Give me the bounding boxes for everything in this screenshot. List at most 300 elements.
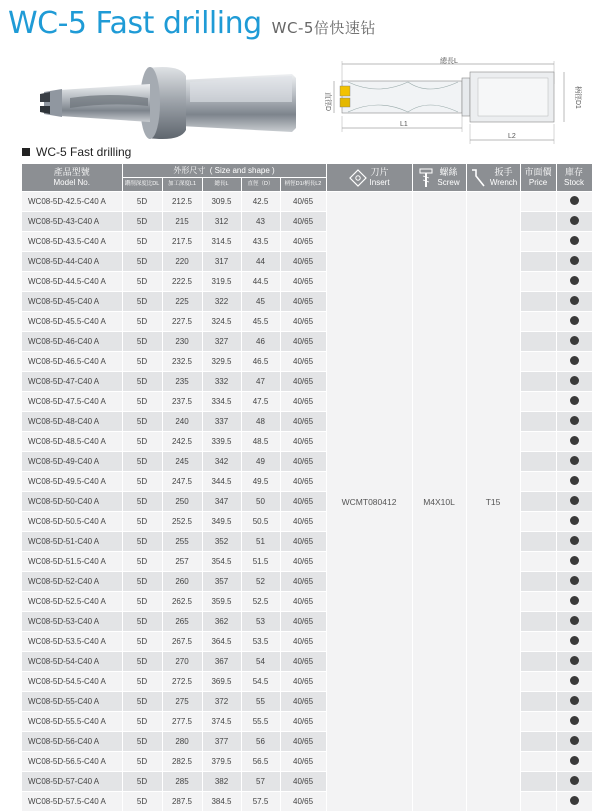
wrench-icon — [469, 168, 487, 188]
header-price-en: Price — [528, 178, 548, 187]
shank-cell: 40/65 — [280, 572, 326, 592]
header-d: 直徑（D） — [241, 178, 280, 192]
page-title — [8, 0, 376, 44]
diameter-cell: 44 — [241, 252, 280, 272]
title-sub: WC-5倍快速钻 — [271, 19, 376, 37]
model-cell: WC08-5D-47-C40 A — [22, 372, 122, 392]
stock-cell — [556, 512, 592, 532]
price-cell — [520, 372, 556, 392]
stock-cell — [556, 652, 592, 672]
price-cell — [520, 412, 556, 432]
header-l1: 加工深度L1 — [162, 178, 202, 192]
length-cell: 319.5 — [202, 272, 241, 292]
length-cell: 374.5 — [202, 712, 241, 732]
shank-cell: 40/65 — [280, 312, 326, 332]
stock-dot-icon — [570, 536, 579, 545]
l1-cell: 220 — [162, 252, 202, 272]
shank-cell: 40/65 — [280, 432, 326, 452]
stock-cell — [556, 392, 592, 412]
diameter-cell: 49 — [241, 452, 280, 472]
diameter-cell: 45.5 — [241, 312, 280, 332]
price-cell — [520, 332, 556, 352]
stock-cell — [556, 592, 592, 612]
model-cell: WC08-5D-48-C40 A — [22, 412, 122, 432]
price-cell — [520, 552, 556, 572]
model-cell: WC08-5D-43.5-C40 A — [22, 232, 122, 252]
price-cell — [520, 232, 556, 252]
stock-dot-icon — [570, 756, 579, 765]
stock-dot-icon — [570, 796, 579, 805]
l1-cell: 277.5 — [162, 712, 202, 732]
stock-cell — [556, 772, 592, 792]
dl-cell: 5D — [122, 432, 162, 452]
diameter-cell: 51.5 — [241, 552, 280, 572]
dl-cell: 5D — [122, 712, 162, 732]
length-cell: 329.5 — [202, 352, 241, 372]
stock-cell — [556, 612, 592, 632]
l1-cell: 255 — [162, 532, 202, 552]
shank-cell: 40/65 — [280, 252, 326, 272]
model-cell: WC08-5D-47.5-C40 A — [22, 392, 122, 412]
diameter-cell: 45 — [241, 292, 280, 312]
price-cell — [520, 192, 556, 212]
model-cell: WC08-5D-50-C40 A — [22, 492, 122, 512]
header-size-en: ( Size and shape ) — [209, 166, 275, 175]
title-main: WC-5 Fast drilling — [8, 6, 262, 41]
dl-cell: 5D — [122, 732, 162, 752]
l1-cell: 240 — [162, 412, 202, 432]
dl-cell: 5D — [122, 392, 162, 412]
stock-cell — [556, 632, 592, 652]
dim-l2-label: L2 — [508, 133, 516, 140]
shank-cell: 40/65 — [280, 352, 326, 372]
model-cell: WC08-5D-49-C40 A — [22, 452, 122, 472]
stock-cell — [556, 352, 592, 372]
shank-cell: 40/65 — [280, 712, 326, 732]
model-cell: WC08-5D-51-C40 A — [22, 532, 122, 552]
stock-cell — [556, 572, 592, 592]
stock-dot-icon — [570, 416, 579, 425]
l1-cell: 225 — [162, 292, 202, 312]
length-cell: 332 — [202, 372, 241, 392]
price-cell — [520, 492, 556, 512]
stock-dot-icon — [570, 616, 579, 625]
diameter-cell: 44.5 — [241, 272, 280, 292]
dl-cell: 5D — [122, 532, 162, 552]
shank-cell: 40/65 — [280, 212, 326, 232]
stock-cell — [556, 432, 592, 452]
length-cell: 354.5 — [202, 552, 241, 572]
shank-cell: 40/65 — [280, 732, 326, 752]
length-cell: 342 — [202, 452, 241, 472]
dl-cell: 5D — [122, 772, 162, 792]
stock-dot-icon — [570, 396, 579, 405]
diameter-cell: 46 — [241, 332, 280, 352]
model-cell: WC08-5D-46-C40 A — [22, 332, 122, 352]
length-cell: 317 — [202, 252, 241, 272]
header-stock — [556, 164, 592, 192]
diameter-cell: 52 — [241, 572, 280, 592]
l1-cell: 242.5 — [162, 432, 202, 452]
price-cell — [520, 632, 556, 652]
length-cell: 379.5 — [202, 752, 241, 772]
stock-cell — [556, 692, 592, 712]
diameter-cell: 47.5 — [241, 392, 280, 412]
l1-cell: 257 — [162, 552, 202, 572]
header-size — [122, 164, 326, 178]
diameter-cell: 57.5 — [241, 792, 280, 812]
square-bullet-icon — [22, 148, 30, 156]
l1-cell: 280 — [162, 732, 202, 752]
stock-dot-icon — [570, 496, 579, 505]
diameter-cell: 43.5 — [241, 232, 280, 252]
stock-dot-icon — [570, 676, 579, 685]
model-cell: WC08-5D-50.5-C40 A — [22, 512, 122, 532]
drill-photo — [30, 58, 300, 148]
diameter-cell: 55 — [241, 692, 280, 712]
stock-dot-icon — [570, 516, 579, 525]
stock-dot-icon — [570, 436, 579, 445]
header-wrench-cn: 扳手 — [494, 167, 513, 177]
stock-dot-icon — [570, 236, 579, 245]
stock-cell — [556, 252, 592, 272]
price-cell — [520, 772, 556, 792]
shank-cell: 40/65 — [280, 632, 326, 652]
price-cell — [520, 212, 556, 232]
diameter-cell: 53.5 — [241, 632, 280, 652]
dl-cell: 5D — [122, 672, 162, 692]
insert-icon — [349, 169, 367, 187]
diameter-cell: 55.5 — [241, 712, 280, 732]
header-price — [520, 164, 556, 192]
model-cell: WC08-5D-56.5-C40 A — [22, 752, 122, 772]
shank-cell: 40/65 — [280, 792, 326, 812]
stock-cell — [556, 452, 592, 472]
price-cell — [520, 572, 556, 592]
stock-dot-icon — [570, 376, 579, 385]
l1-cell: 232.5 — [162, 352, 202, 372]
l1-cell: 272.5 — [162, 672, 202, 692]
diameter-cell: 56 — [241, 732, 280, 752]
stock-cell — [556, 212, 592, 232]
model-cell: WC08-5D-57-C40 A — [22, 772, 122, 792]
diameter-cell: 54 — [241, 652, 280, 672]
length-cell: 347 — [202, 492, 241, 512]
l1-cell: 285 — [162, 772, 202, 792]
l1-cell: 275 — [162, 692, 202, 712]
shank-cell: 40/65 — [280, 692, 326, 712]
technical-drawing — [318, 56, 600, 148]
l1-cell: 217.5 — [162, 232, 202, 252]
header-model-cn: 產品型號 — [53, 167, 90, 177]
dl-cell: 5D — [122, 692, 162, 712]
header-price-cn: 市面價 — [524, 167, 552, 177]
stock-cell — [556, 472, 592, 492]
diameter-cell: 48.5 — [241, 432, 280, 452]
diameter-cell: 50.5 — [241, 512, 280, 532]
diameter-cell: 47 — [241, 372, 280, 392]
l1-cell: 265 — [162, 612, 202, 632]
header-screw-en: Screw — [437, 178, 460, 187]
l1-cell: 237.5 — [162, 392, 202, 412]
model-cell: WC08-5D-49.5-C40 A — [22, 472, 122, 492]
l1-cell: 250 — [162, 492, 202, 512]
header-model-en: Model No. — [53, 178, 90, 187]
shank-cell: 40/65 — [280, 412, 326, 432]
shank-cell: 40/65 — [280, 332, 326, 352]
diameter-cell: 42.5 — [241, 192, 280, 212]
header-screw-cn: 螺絲 — [439, 167, 458, 177]
stock-cell — [556, 232, 592, 252]
length-cell: 369.5 — [202, 672, 241, 692]
model-cell: WC08-5D-53.5-C40 A — [22, 632, 122, 652]
price-cell — [520, 532, 556, 552]
stock-dot-icon — [570, 316, 579, 325]
l1-cell: 230 — [162, 332, 202, 352]
model-cell: WC08-5D-44-C40 A — [22, 252, 122, 272]
diameter-cell: 49.5 — [241, 472, 280, 492]
shank-cell: 40/65 — [280, 512, 326, 532]
length-cell: 322 — [202, 292, 241, 312]
model-cell: WC08-5D-45-C40 A — [22, 292, 122, 312]
price-cell — [520, 612, 556, 632]
l1-cell: 262.5 — [162, 592, 202, 612]
header-model — [22, 164, 122, 192]
length-cell: 367 — [202, 652, 241, 672]
dl-cell: 5D — [122, 372, 162, 392]
dim-l1-label: L1 — [400, 121, 408, 128]
shank-cell: 40/65 — [280, 552, 326, 572]
stock-cell — [556, 272, 592, 292]
length-cell: 327 — [202, 332, 241, 352]
diameter-cell: 52.5 — [241, 592, 280, 612]
shank-cell: 40/65 — [280, 752, 326, 772]
diameter-cell: 48 — [241, 412, 280, 432]
l1-cell: 270 — [162, 652, 202, 672]
dl-cell: 5D — [122, 652, 162, 672]
stock-cell — [556, 412, 592, 432]
price-cell — [520, 732, 556, 752]
shank-cell: 40/65 — [280, 652, 326, 672]
model-cell: WC08-5D-56-C40 A — [22, 732, 122, 752]
shank-cell: 40/65 — [280, 292, 326, 312]
model-cell: WC08-5D-45.5-C40 A — [22, 312, 122, 332]
model-cell: WC08-5D-53-C40 A — [22, 612, 122, 632]
dl-cell: 5D — [122, 352, 162, 372]
dl-cell: 5D — [122, 632, 162, 652]
price-cell — [520, 392, 556, 412]
price-cell — [520, 652, 556, 672]
length-cell: 349.5 — [202, 512, 241, 532]
price-cell — [520, 712, 556, 732]
length-cell: 352 — [202, 532, 241, 552]
shank-cell: 40/65 — [280, 672, 326, 692]
header-shank: 柄徑D1/柄長L2 — [280, 178, 326, 192]
model-cell: WC08-5D-51.5-C40 A — [22, 552, 122, 572]
length-cell: 384.5 — [202, 792, 241, 812]
stock-dot-icon — [570, 476, 579, 485]
shank-cell: 40/65 — [280, 612, 326, 632]
stock-dot-icon — [570, 776, 579, 785]
price-cell — [520, 312, 556, 332]
length-cell: 382 — [202, 772, 241, 792]
header-insert-en: Insert — [369, 178, 390, 187]
model-cell: WC08-5D-43-C40 A — [22, 212, 122, 232]
l1-cell: 247.5 — [162, 472, 202, 492]
price-cell — [520, 752, 556, 772]
l1-cell: 222.5 — [162, 272, 202, 292]
stock-cell — [556, 292, 592, 312]
header-wrench — [466, 164, 520, 192]
stock-dot-icon — [570, 656, 579, 665]
shank-cell: 40/65 — [280, 192, 326, 212]
stock-dot-icon — [570, 736, 579, 745]
stock-cell — [556, 192, 592, 212]
length-cell: 359.5 — [202, 592, 241, 612]
screw-cell: M4X10L — [412, 192, 466, 812]
length-cell: 334.5 — [202, 392, 241, 412]
wrench-cell: T15 — [466, 192, 520, 812]
length-cell: 362 — [202, 612, 241, 632]
l1-cell: 282.5 — [162, 752, 202, 772]
header-dl: 鑽削深度比DL — [122, 178, 162, 192]
dl-cell: 5D — [122, 212, 162, 232]
header-stock-cn: 庫存 — [565, 167, 584, 177]
stock-cell — [556, 732, 592, 752]
dim-total-label: 總長L — [440, 58, 458, 65]
model-cell: WC08-5D-54.5-C40 A — [22, 672, 122, 692]
shank-cell: 40/65 — [280, 532, 326, 552]
length-cell: 309.5 — [202, 192, 241, 212]
diameter-cell: 51 — [241, 532, 280, 552]
dim-shank-label: 柄徑D1 — [574, 86, 581, 109]
l1-cell: 227.5 — [162, 312, 202, 332]
l1-cell: 287.5 — [162, 792, 202, 812]
length-cell: 372 — [202, 692, 241, 712]
shank-cell: 40/65 — [280, 392, 326, 412]
model-cell: WC08-5D-46.5-C40 A — [22, 352, 122, 372]
price-cell — [520, 452, 556, 472]
stock-dot-icon — [570, 256, 579, 265]
shank-cell: 40/65 — [280, 272, 326, 292]
shank-cell: 40/65 — [280, 592, 326, 612]
price-cell — [520, 592, 556, 612]
dl-cell: 5D — [122, 272, 162, 292]
stock-dot-icon — [570, 356, 579, 365]
stock-dot-icon — [570, 696, 579, 705]
model-cell: WC08-5D-52.5-C40 A — [22, 592, 122, 612]
dl-cell: 5D — [122, 552, 162, 572]
stock-cell — [556, 492, 592, 512]
shank-cell: 40/65 — [280, 232, 326, 252]
dl-cell: 5D — [122, 232, 162, 252]
dl-cell: 5D — [122, 572, 162, 592]
stock-cell — [556, 312, 592, 332]
shank-cell: 40/65 — [280, 472, 326, 492]
stock-dot-icon — [570, 576, 579, 585]
l1-cell: 260 — [162, 572, 202, 592]
l1-cell: 212.5 — [162, 192, 202, 212]
stock-dot-icon — [570, 296, 579, 305]
stock-cell — [556, 792, 592, 812]
model-cell: WC08-5D-55-C40 A — [22, 692, 122, 712]
stock-cell — [556, 752, 592, 772]
l1-cell: 235 — [162, 372, 202, 392]
dl-cell: 5D — [122, 192, 162, 212]
header-l: 總長L — [202, 178, 241, 192]
diameter-cell: 50 — [241, 492, 280, 512]
section-heading — [22, 145, 131, 159]
stock-cell — [556, 712, 592, 732]
dl-cell: 5D — [122, 752, 162, 772]
stock-dot-icon — [570, 456, 579, 465]
dim-d-label: 直徑D — [324, 92, 331, 112]
l1-cell: 267.5 — [162, 632, 202, 652]
diameter-cell: 56.5 — [241, 752, 280, 772]
shank-cell: 40/65 — [280, 452, 326, 472]
price-cell — [520, 352, 556, 372]
model-cell: WC08-5D-55.5-C40 A — [22, 712, 122, 732]
stock-dot-icon — [570, 276, 579, 285]
length-cell: 339.5 — [202, 432, 241, 452]
section-title: WC-5 Fast drilling — [36, 145, 132, 159]
price-cell — [520, 292, 556, 312]
dl-cell: 5D — [122, 412, 162, 432]
stock-cell — [556, 552, 592, 572]
dl-cell: 5D — [122, 472, 162, 492]
stock-dot-icon — [570, 196, 579, 205]
dl-cell: 5D — [122, 492, 162, 512]
header-size-cn: 外形尺寸 — [173, 166, 206, 175]
header-screw — [412, 164, 466, 192]
stock-dot-icon — [570, 216, 579, 225]
price-cell — [520, 512, 556, 532]
model-cell: WC08-5D-54-C40 A — [22, 652, 122, 672]
diameter-cell: 53 — [241, 612, 280, 632]
spec-table — [22, 164, 593, 812]
insert-cell: WCMT080412 — [326, 192, 412, 812]
dl-cell: 5D — [122, 312, 162, 332]
price-cell — [520, 472, 556, 492]
stock-cell — [556, 532, 592, 552]
price-cell — [520, 672, 556, 692]
l1-cell: 245 — [162, 452, 202, 472]
length-cell: 337 — [202, 412, 241, 432]
header-stock-en: Stock — [564, 178, 585, 187]
dl-cell: 5D — [122, 452, 162, 472]
length-cell: 314.5 — [202, 232, 241, 252]
table-row — [22, 192, 592, 212]
header-wrench-en: Wrench — [489, 178, 518, 187]
stock-cell — [556, 372, 592, 392]
l1-cell: 252.5 — [162, 512, 202, 532]
dl-cell: 5D — [122, 252, 162, 272]
model-cell: WC08-5D-57.5-C40 A — [22, 792, 122, 812]
price-cell — [520, 792, 556, 812]
dl-cell: 5D — [122, 292, 162, 312]
stock-cell — [556, 672, 592, 692]
stock-cell — [556, 332, 592, 352]
length-cell: 377 — [202, 732, 241, 752]
length-cell: 344.5 — [202, 472, 241, 492]
dl-cell: 5D — [122, 592, 162, 612]
diameter-cell: 54.5 — [241, 672, 280, 692]
screw-icon — [418, 168, 434, 188]
shank-cell: 40/65 — [280, 492, 326, 512]
length-cell: 324.5 — [202, 312, 241, 332]
price-cell — [520, 692, 556, 712]
stock-dot-icon — [570, 596, 579, 605]
